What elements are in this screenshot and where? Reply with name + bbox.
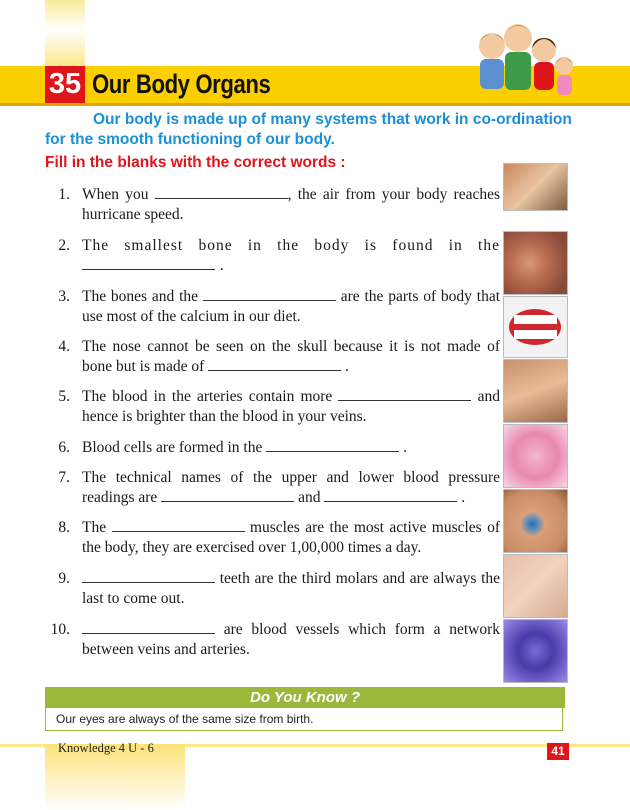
answer-blank[interactable]: [112, 518, 245, 532]
question-number: 6.: [58, 439, 70, 456]
eye-image: [503, 489, 568, 553]
question-number: 8.: [58, 519, 70, 536]
question-number: 9.: [58, 570, 70, 587]
answer-blank[interactable]: [155, 185, 288, 199]
answer-blank[interactable]: [208, 357, 341, 371]
top-tab-decoration: [45, 0, 85, 66]
ear-image: [503, 231, 568, 295]
answer-blank[interactable]: [266, 438, 399, 452]
answer-blank[interactable]: [203, 287, 336, 301]
question-number: 10.: [50, 621, 70, 638]
intro-text: Our body is made up of many systems that work in co-ordination for the smooth functioning of our body.: [45, 111, 572, 148]
answer-blank[interactable]: [338, 387, 471, 401]
nose-image: [503, 359, 568, 423]
blood-cells-image: [503, 424, 568, 488]
question-number: 3.: [58, 288, 70, 305]
question-number: 1.: [58, 186, 70, 203]
do-you-know-text: Our eyes are always of the same size from birth.: [45, 708, 563, 731]
page-number: 41: [547, 743, 569, 760]
book-title: Knowledge 4 U - 6: [58, 741, 154, 755]
capillaries-image: [503, 619, 568, 683]
answer-blank[interactable]: [161, 488, 294, 502]
question-number: 5.: [58, 388, 70, 405]
lesson-number: 35: [45, 66, 85, 103]
answer-blank[interactable]: [82, 569, 215, 583]
jaw-image: [503, 554, 568, 618]
question-number: 7.: [58, 469, 70, 486]
do-you-know-heading: Do You Know ?: [45, 687, 565, 708]
teeth-model-image: [503, 296, 568, 358]
answer-blank[interactable]: [82, 620, 215, 634]
instruction-text: Fill in the blanks with the correct words :: [45, 154, 346, 171]
answer-blank[interactable]: [82, 256, 215, 270]
page-title: Our Body Organs: [92, 69, 271, 99]
sneezing-boy-image: [503, 163, 568, 211]
answer-blank[interactable]: [324, 488, 457, 502]
question-number: 2.: [58, 237, 70, 254]
kids-illustration: [458, 16, 576, 102]
question-number: 4.: [58, 338, 70, 355]
